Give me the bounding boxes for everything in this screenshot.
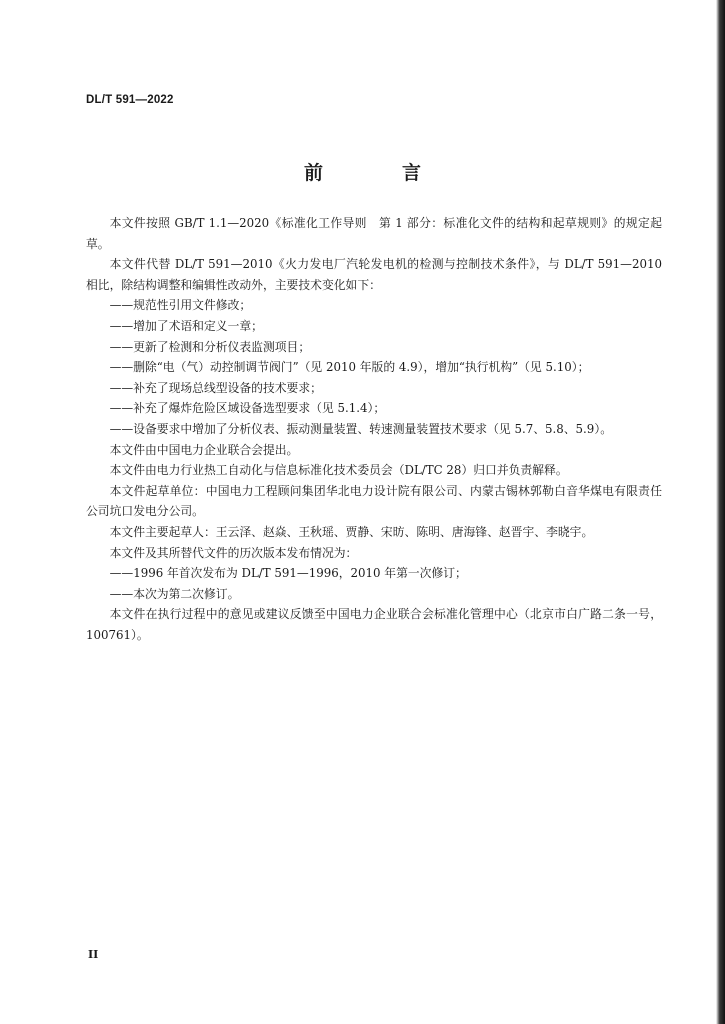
paragraph-feedback: 本文件在执行过程中的意见或建议反馈至中国电力企业联合会标准化管理中心（北京市白广路二条一号，100761）。 bbox=[86, 607, 662, 642]
change-item: ——设备要求中增加了分析仪表、振动测量装置、转速测量装置技术要求（见 5.7、5.8、5.9）。 bbox=[109, 421, 613, 436]
paragraph-version-history: 本文件及其所替代文件的历次版本发布情况为： bbox=[109, 545, 358, 560]
change-item: ——补充了现场总线型设备的技术要求； bbox=[109, 380, 322, 395]
paragraph-proposed-by: 本文件由中国电力企业联合会提出。 bbox=[109, 442, 299, 457]
page-title: 前 言 bbox=[303, 162, 451, 184]
paragraph-replaces: 本文件代替 DL/T 591—2010《火力发电厂汽轮发电机的检测与控制技术条件》，与 DL/T 591—2010 相比，除结构调整和编辑性改动外，主要技术变化如下： bbox=[86, 257, 662, 292]
scan-edge bbox=[716, 0, 725, 1024]
page-number: II bbox=[88, 948, 99, 961]
document-id: DL/T 591—2022 bbox=[86, 94, 174, 106]
change-item: ——删除“电（气）动控制调节阀门”（见 2010 年版的 4.9），增加“执行机构”（见 5.10）； bbox=[109, 360, 590, 375]
history-item: ——1996 年首次发布为 DL/T 591—1996，2010 年第一次修订； bbox=[109, 566, 467, 581]
foreword-body bbox=[86, 213, 662, 645]
change-item: ——更新了检测和分析仪表监测项目； bbox=[109, 339, 311, 354]
paragraph-drafters: 本文件主要起草人：王云泽、赵焱、王秋瑶、贾静、宋昉、陈明、唐海锋、赵晋宇、李晓宇。 bbox=[109, 524, 594, 539]
change-item: ——增加了术语和定义一章； bbox=[109, 318, 263, 333]
paragraph-drafting-rules: 本文件按照 GB/T 1.1—2020《标准化工作导则 第 1 部分：标准化文件的结构和起草规则》的规定起草。 bbox=[86, 216, 662, 251]
paragraph-managed-by: 本文件由电力行业热工自动化与信息标准化技术委员会（DL/TC 28）归口并负责解释。 bbox=[109, 463, 568, 478]
change-item: ——规范性引用文件修改； bbox=[109, 298, 252, 313]
change-item: ——补充了爆炸危险区域设备选型要求（见 5.1.4）； bbox=[109, 401, 386, 416]
history-item: ——本次为第二次修订。 bbox=[109, 586, 240, 601]
paragraph-drafting-units: 本文件起草单位：中国电力工程顾问集团华北电力设计院有限公司、内蒙古锡林郭勒白音华煤电有限责任公司坑口发电分公司。 bbox=[86, 483, 662, 519]
